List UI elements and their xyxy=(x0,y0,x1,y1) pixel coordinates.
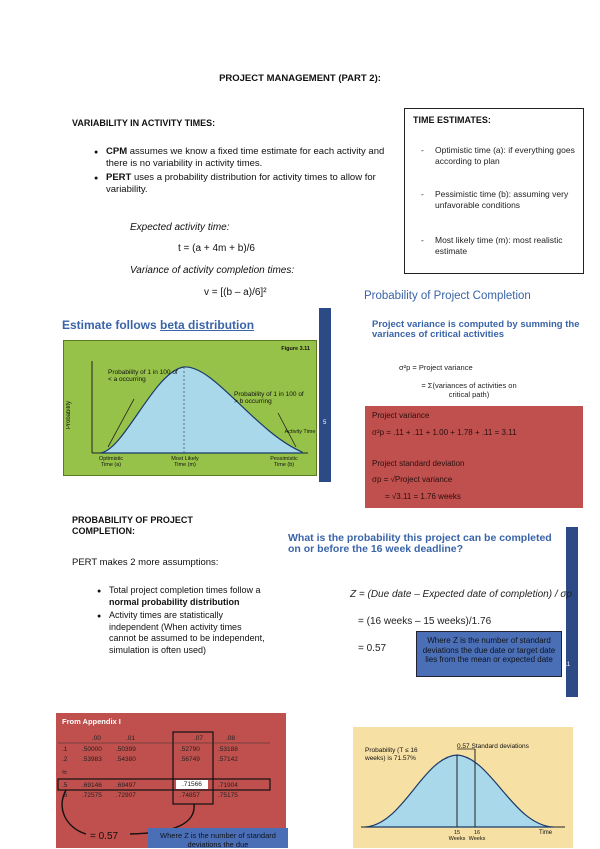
variability-bullets xyxy=(92,146,390,198)
cell: .75175 xyxy=(218,792,238,799)
variability-heading: VARIABILITY IN ACTIVITY TIMES: xyxy=(72,118,216,128)
project-variance-main: Project variance is computed by summing the variances of critical activities xyxy=(372,319,580,340)
table-note-box: Where Z is the number of standard deviations the due xyxy=(148,828,288,848)
bullet-normal: ● Total project completion times follow a normal probability distribution xyxy=(109,585,267,608)
project-completion-title: Probability of Project Completion xyxy=(364,290,531,302)
figure-label: Figure 3.11 xyxy=(281,346,310,352)
bullet-cpm: ● CPM assumes we know a fixed time estimate for each activity and there is no variability in activity times. xyxy=(106,146,390,170)
slide-stripe xyxy=(319,308,331,482)
cell: .52790 xyxy=(180,746,200,753)
annot-left: Probability of 1 in 100 of < a occurring xyxy=(108,369,178,383)
col-header: .01 xyxy=(126,735,136,742)
slide-number: 5 xyxy=(323,420,327,426)
cell: .56749 xyxy=(180,756,200,763)
probability-annotation: Probability (T ≤ 16 weeks) is 71.57% xyxy=(365,747,418,762)
row-z: .5 xyxy=(62,782,68,789)
pv-label: Project variance xyxy=(372,411,430,420)
cell: .53188 xyxy=(218,746,238,753)
row-z: .2 xyxy=(62,756,68,763)
pv-formula: σ²p = .11 + .11 + 1.00 + 1.78 + .11 = 3.11 xyxy=(372,428,517,437)
bullet-independent: ● Activity times are statistically independent (When activity times cannot be assumed to be independent, simulation is often used) xyxy=(109,610,267,656)
y-axis-label: Probability xyxy=(66,401,72,430)
completion-heading: PROBABILITY OF PROJECT COMPLETION: xyxy=(72,515,193,536)
row-z: .1 xyxy=(62,746,68,753)
sum-line: = Σ(variances of activities on critical path) xyxy=(421,381,517,399)
slide-number-2: 11 xyxy=(564,662,571,668)
row-z: .6 xyxy=(62,792,68,799)
cell: .71904 xyxy=(218,782,238,789)
bell-curve-slide xyxy=(353,727,573,848)
activity-time-label: Activity Time xyxy=(284,429,316,435)
sd-line2: = √3.11 = 1.76 weeks xyxy=(385,492,461,501)
highlight-cell: .71566 xyxy=(176,780,208,789)
time-estimates-title: TIME ESTIMATES: xyxy=(413,115,491,125)
te-optimistic: - Optimistic time (a): if everything goes according to plan xyxy=(421,145,575,166)
x-label-optimistic: Optimistic Time (a) xyxy=(98,456,124,468)
x-label-most-likely: Most Likely Time (m) xyxy=(171,456,199,468)
cell: .50000 xyxy=(82,746,102,753)
page-title: PROJECT MANAGEMENT (PART 2): xyxy=(219,73,381,84)
sigma-line: σ²p = Project variance xyxy=(399,363,473,372)
x-16-weeks: 16 Weeks xyxy=(468,830,486,842)
te-pessimistic: - Pessimistic time (b): assuming very unfavorable conditions xyxy=(421,189,569,210)
expected-formula: t = (a + 4m + b)/6 xyxy=(178,243,255,254)
te-most-likely: - Most likely time (m): most realistic estimate xyxy=(421,235,563,256)
z-result: = 0.57 xyxy=(358,643,387,654)
appendix-title: From Appendix I xyxy=(62,717,121,726)
cell: .74857 xyxy=(180,792,200,799)
bullet-pert: ● PERT uses a probability distribution for activity times to allow for variability. xyxy=(106,172,390,196)
cell: .54380 xyxy=(116,756,136,763)
cell: .57142 xyxy=(218,756,238,763)
cell: .53983 xyxy=(82,756,102,763)
z-slide-title: What is the probability this project can be completed on or before the 16 week deadline? xyxy=(288,532,552,555)
z-score-slide xyxy=(276,527,578,697)
z-calc: = (16 weeks – 15 weeks)/1.76 xyxy=(358,616,492,627)
x-label-pessimistic: Pessimistic Time (b) xyxy=(270,456,298,468)
cell: .69497 xyxy=(116,782,136,789)
z-note-box: Where Z is the number of standard deviations the due date or target date lies from the mean or expected date xyxy=(416,631,562,677)
z-result-table: = 0.57 xyxy=(90,831,119,842)
sd-line1: σp = √Project variance xyxy=(372,475,453,484)
col-header: .07 xyxy=(194,735,204,742)
col-header: .00 xyxy=(92,735,102,742)
cell: .69146 xyxy=(82,782,102,789)
completion-intro: PERT makes 2 more assumptions: xyxy=(72,557,219,568)
slide-stripe-2 xyxy=(566,527,578,697)
col-header: .08 xyxy=(226,735,236,742)
time-estimates-box xyxy=(404,108,584,274)
beta-chart xyxy=(63,340,317,476)
time-axis-label: Time xyxy=(539,830,553,836)
sd-label: Project standard deviation xyxy=(372,459,465,468)
annot-right: Probability of 1 in 100 of > b occurring xyxy=(234,391,304,405)
x-15-weeks: 15 Weeks xyxy=(448,830,466,842)
variance-formula: v = [(b – a)/6]² xyxy=(204,287,267,298)
variance-label: Variance of activity completion times: xyxy=(130,265,295,276)
cell: .50399 xyxy=(116,746,136,753)
cell: .72575 xyxy=(82,792,102,799)
beta-distribution-slide xyxy=(40,308,331,482)
cell: .72907 xyxy=(116,792,136,799)
beta-slide-title: Estimate follows beta distribution xyxy=(62,318,255,332)
project-variance-box xyxy=(365,406,583,508)
completion-bullets xyxy=(95,585,267,658)
sd-annotation: 0.57 Standard deviations xyxy=(457,743,529,750)
z-formula: Z = (Due date – Expected date of completion) / σp xyxy=(350,589,572,600)
expected-label: Expected activity time: xyxy=(130,222,230,233)
ellipsis-mark: ≈ xyxy=(62,767,67,777)
